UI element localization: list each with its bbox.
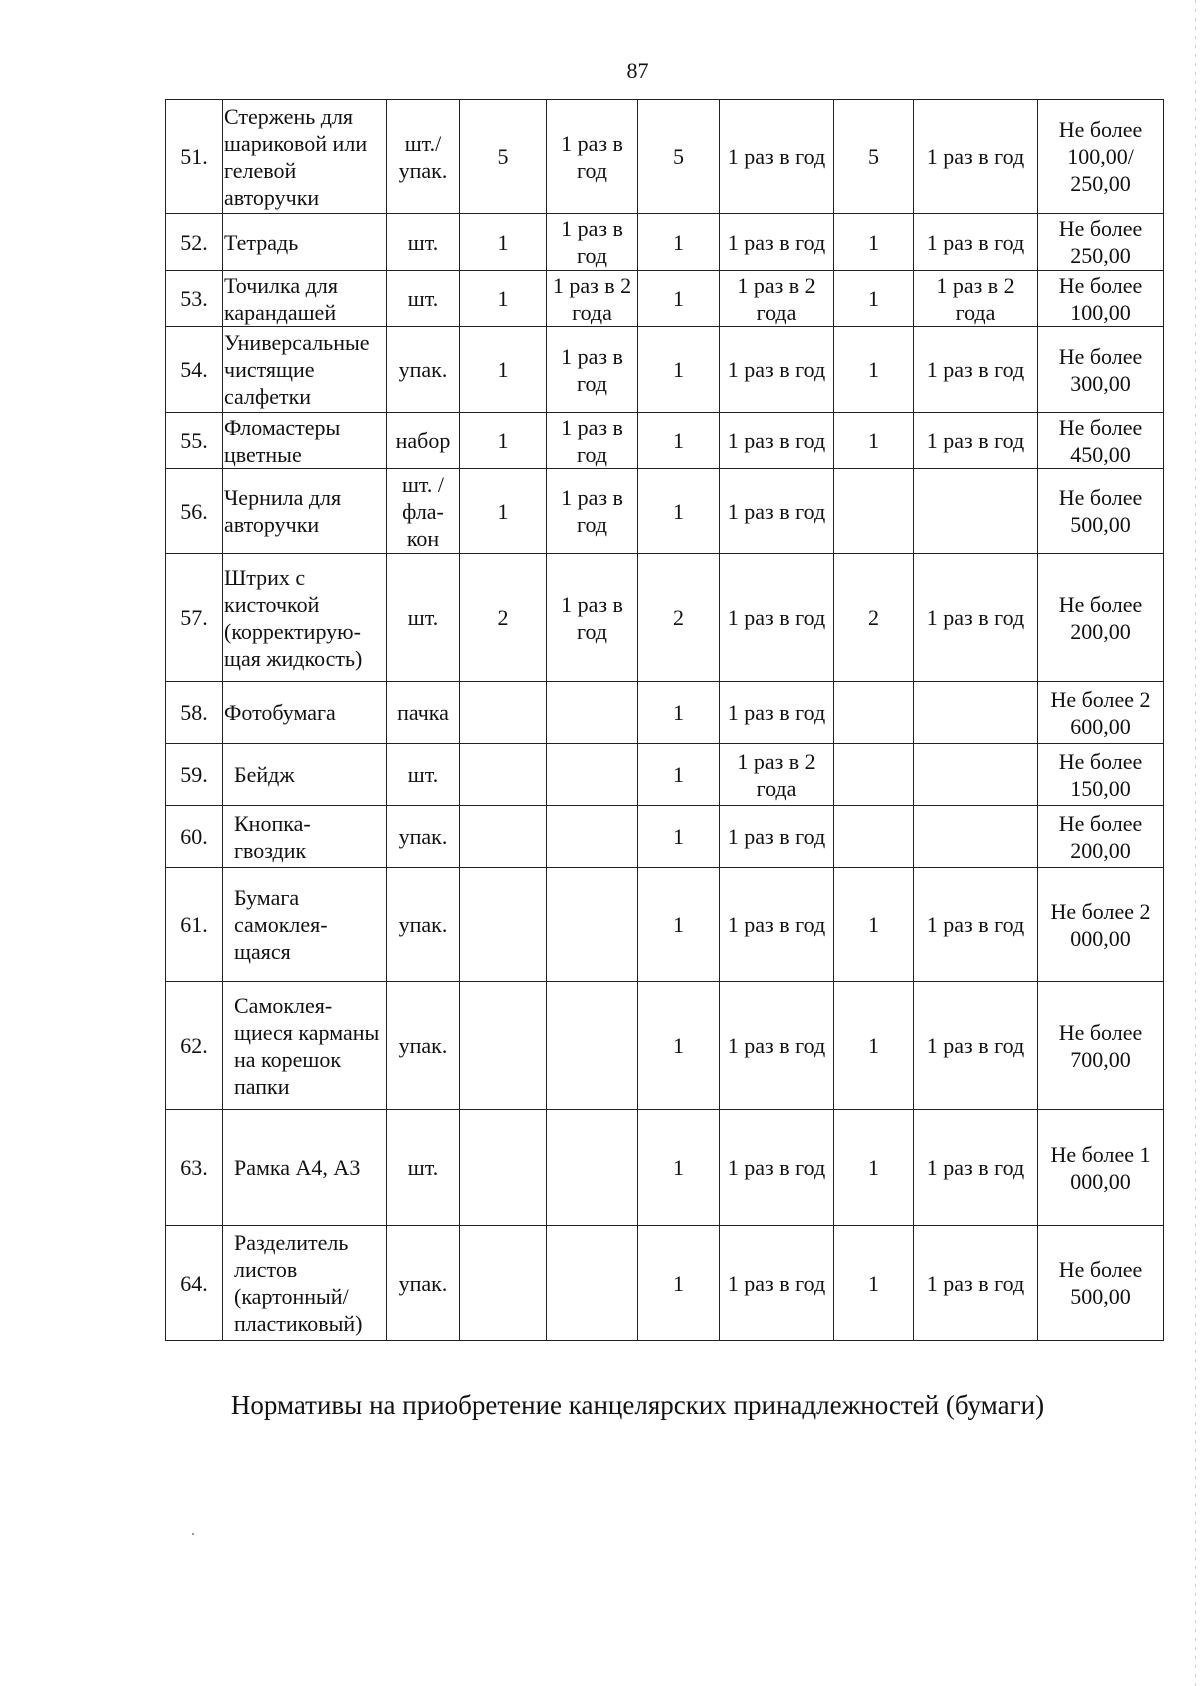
quantity-1-cell — [460, 744, 547, 806]
table-row — [166, 469, 1164, 554]
quantity-2-cell: 1 — [638, 271, 720, 327]
row-number-cell: 53. — [166, 271, 223, 327]
quantity-3-cell: 1 — [834, 1226, 914, 1341]
quantity-1-cell — [460, 806, 547, 868]
item-name-cell: Разделитель листов (картонный/ пластиковый) — [223, 1226, 387, 1341]
table-row — [166, 682, 1164, 744]
period-3-cell: 1 раз в год — [914, 1110, 1038, 1226]
period-3-cell — [914, 682, 1038, 744]
quantity-1-cell — [460, 1226, 547, 1341]
item-name-cell: Стержень для шариковой или гелевой авторучки — [223, 100, 387, 214]
item-name-cell: Тетрадь — [223, 214, 387, 271]
row-number-cell: 52. — [166, 214, 223, 271]
period-1-cell: 1 раз в год — [547, 554, 638, 682]
quantity-2-cell: 1 — [638, 1110, 720, 1226]
scan-edge — [1195, 0, 1196, 1686]
row-number-cell: 57. — [166, 554, 223, 682]
period-3-cell — [914, 744, 1038, 806]
period-3-cell: 1 раз в год — [914, 327, 1038, 413]
row-number-cell: 58. — [166, 682, 223, 744]
period-2-cell: 1 раз в год — [720, 327, 834, 413]
quantity-3-cell — [834, 682, 914, 744]
period-2-cell: 1 раз в год — [720, 806, 834, 868]
row-number-cell: 63. — [166, 1110, 223, 1226]
table-row — [166, 554, 1164, 682]
row-number-cell: 55. — [166, 413, 223, 469]
period-2-cell: 1 раз в год — [720, 100, 834, 214]
period-1-cell: 1 раз в 2 года — [547, 271, 638, 327]
quantity-3-cell: 1 — [834, 982, 914, 1110]
quantity-3-cell: 2 — [834, 554, 914, 682]
item-name-cell: Точилка для карандашей — [223, 271, 387, 327]
table-row — [166, 868, 1164, 982]
item-name-cell: Рамка А4, А3 — [223, 1110, 387, 1226]
unit-cell: упак. — [387, 868, 460, 982]
period-1-cell — [547, 744, 638, 806]
quantity-2-cell: 1 — [638, 682, 720, 744]
quantity-1-cell — [460, 868, 547, 982]
unit-cell: шт. — [387, 554, 460, 682]
row-number-cell: 62. — [166, 982, 223, 1110]
item-name-cell: Бумага самоклея- щаяся — [223, 868, 387, 982]
period-3-cell: 1 раз в год — [914, 982, 1038, 1110]
quantity-3-cell: 1 — [834, 1110, 914, 1226]
period-1-cell — [547, 1226, 638, 1341]
quantity-3-cell: 1 — [834, 327, 914, 413]
period-3-cell: 1 раз в год — [914, 1226, 1038, 1341]
unit-cell: шт. — [387, 1110, 460, 1226]
price-limit-cell: Не более 1 000,00 — [1038, 1110, 1164, 1226]
price-limit-cell: Не более 150,00 — [1038, 744, 1164, 806]
row-number-cell: 60. — [166, 806, 223, 868]
unit-cell: шт. — [387, 214, 460, 271]
period-2-cell: 1 раз в год — [720, 982, 834, 1110]
item-name-cell: Штрих с кисточкой (корректирую- щая жидкость) — [223, 554, 387, 682]
price-limit-cell: Не более 200,00 — [1038, 806, 1164, 868]
item-name-cell: Самоклея- щиеся карманы на корешок папки — [223, 982, 387, 1110]
unit-cell: упак. — [387, 982, 460, 1110]
price-limit-cell: Не более 100,00/ 250,00 — [1038, 100, 1164, 214]
quantity-1-cell — [460, 682, 547, 744]
period-1-cell: 1 раз в год — [547, 469, 638, 554]
period-2-cell: 1 раз в год — [720, 554, 834, 682]
price-limit-cell: Не более 500,00 — [1038, 1226, 1164, 1341]
table-row — [166, 1110, 1164, 1226]
quantity-1-cell — [460, 982, 547, 1110]
section-heading: Нормативы на приобретение канцелярских принадлежностей (бумаги) — [230, 1390, 1045, 1420]
table-row — [166, 806, 1164, 868]
quantity-2-cell: 1 — [638, 469, 720, 554]
item-name-cell: Чернила для авторучки — [223, 469, 387, 554]
quantity-3-cell: 5 — [834, 100, 914, 214]
period-1-cell — [547, 682, 638, 744]
item-name-cell: Фотобумага — [223, 682, 387, 744]
period-3-cell: 1 раз в 2 года — [914, 271, 1038, 327]
price-limit-cell: Не более 2 600,00 — [1038, 682, 1164, 744]
period-2-cell: 1 раз в 2 года — [720, 744, 834, 806]
row-number-cell: 56. — [166, 469, 223, 554]
unit-cell: набор — [387, 413, 460, 469]
period-2-cell: 1 раз в год — [720, 469, 834, 554]
quantity-1-cell: 1 — [460, 413, 547, 469]
quantity-1-cell: 1 — [460, 271, 547, 327]
quantity-2-cell: 2 — [638, 554, 720, 682]
period-3-cell — [914, 806, 1038, 868]
price-limit-cell: Не более 700,00 — [1038, 982, 1164, 1110]
price-limit-cell: Не более 2 000,00 — [1038, 868, 1164, 982]
period-2-cell: 1 раз в год — [720, 214, 834, 271]
table-row — [166, 271, 1164, 327]
item-name-cell: Фломастеры цветные — [223, 413, 387, 469]
period-2-cell: 1 раз в год — [720, 413, 834, 469]
price-limit-cell: Не более 450,00 — [1038, 413, 1164, 469]
item-name-cell: Бейдж — [223, 744, 387, 806]
period-3-cell: 1 раз в год — [914, 100, 1038, 214]
price-limit-cell: Не более 500,00 — [1038, 469, 1164, 554]
price-limit-cell: Не более 200,00 — [1038, 554, 1164, 682]
period-3-cell: 1 раз в год — [914, 554, 1038, 682]
quantity-3-cell: 1 — [834, 214, 914, 271]
quantity-3-cell: 1 — [834, 868, 914, 982]
quantity-1-cell — [460, 1110, 547, 1226]
unit-cell: шт. / фла- кон — [387, 469, 460, 554]
quantity-2-cell: 1 — [638, 214, 720, 271]
period-1-cell: 1 раз в год — [547, 413, 638, 469]
period-3-cell: 1 раз в год — [914, 413, 1038, 469]
item-name-cell: Универсальные чистящие салфетки — [223, 327, 387, 413]
period-3-cell — [914, 469, 1038, 554]
period-1-cell — [547, 1110, 638, 1226]
quantity-3-cell — [834, 469, 914, 554]
price-limit-cell: Не более 300,00 — [1038, 327, 1164, 413]
quantity-1-cell: 1 — [460, 327, 547, 413]
period-2-cell: 1 раз в год — [720, 1226, 834, 1341]
unit-cell: упак. — [387, 806, 460, 868]
quantity-1-cell: 1 — [460, 469, 547, 554]
quantity-2-cell: 1 — [638, 327, 720, 413]
quantity-2-cell: 1 — [638, 868, 720, 982]
unit-cell: упак. — [387, 1226, 460, 1341]
period-1-cell — [547, 982, 638, 1110]
quantity-1-cell: 5 — [460, 100, 547, 214]
period-1-cell — [547, 806, 638, 868]
unit-cell: шт./ упак. — [387, 100, 460, 214]
table-row — [166, 100, 1164, 214]
table-row — [166, 214, 1164, 271]
quantity-2-cell: 1 — [638, 1226, 720, 1341]
scan-speck — [192, 1533, 194, 1535]
price-limit-cell: Не более 250,00 — [1038, 214, 1164, 271]
quantity-2-cell: 1 — [638, 806, 720, 868]
table-row — [166, 744, 1164, 806]
period-3-cell: 1 раз в год — [914, 868, 1038, 982]
period-2-cell: 1 раз в год — [720, 1110, 834, 1226]
unit-cell: упак. — [387, 327, 460, 413]
period-1-cell: 1 раз в год — [547, 327, 638, 413]
item-name-cell: Кнопка- гвоздик — [223, 806, 387, 868]
quantity-2-cell: 1 — [638, 744, 720, 806]
period-1-cell — [547, 868, 638, 982]
price-limit-cell: Не более 100,00 — [1038, 271, 1164, 327]
quantity-2-cell: 1 — [638, 982, 720, 1110]
quantity-2-cell: 5 — [638, 100, 720, 214]
row-number-cell: 59. — [166, 744, 223, 806]
quantity-1-cell: 2 — [460, 554, 547, 682]
period-1-cell: 1 раз в год — [547, 100, 638, 214]
quantity-3-cell — [834, 744, 914, 806]
table-row — [166, 413, 1164, 469]
quantity-3-cell: 1 — [834, 413, 914, 469]
unit-cell: шт. — [387, 271, 460, 327]
row-number-cell: 61. — [166, 868, 223, 982]
table-row — [166, 1226, 1164, 1341]
row-number-cell: 64. — [166, 1226, 223, 1341]
period-2-cell: 1 раз в 2 года — [720, 271, 834, 327]
quantity-3-cell: 1 — [834, 271, 914, 327]
norms-table-body — [166, 100, 1164, 1341]
quantity-2-cell: 1 — [638, 413, 720, 469]
period-2-cell: 1 раз в год — [720, 868, 834, 982]
row-number-cell: 51. — [166, 100, 223, 214]
unit-cell: пачка — [387, 682, 460, 744]
period-1-cell: 1 раз в год — [547, 214, 638, 271]
quantity-1-cell: 1 — [460, 214, 547, 271]
norms-table — [165, 99, 1164, 1341]
table-row — [166, 327, 1164, 413]
period-3-cell: 1 раз в год — [914, 214, 1038, 271]
table-row — [166, 982, 1164, 1110]
period-2-cell: 1 раз в год — [720, 682, 834, 744]
row-number-cell: 54. — [166, 327, 223, 413]
quantity-3-cell — [834, 806, 914, 868]
page-number: 87 — [626, 58, 649, 83]
unit-cell: шт. — [387, 744, 460, 806]
